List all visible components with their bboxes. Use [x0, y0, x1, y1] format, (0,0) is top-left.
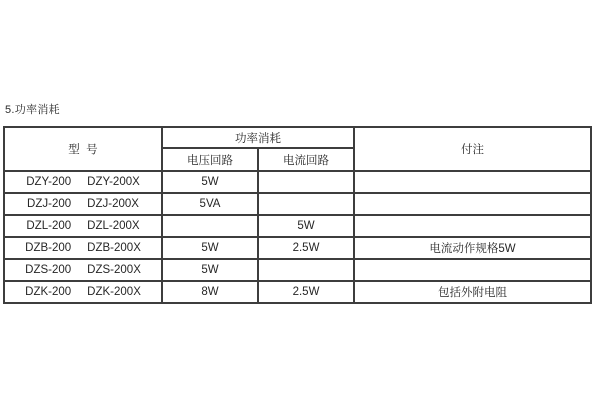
model-name: DZS-200	[25, 264, 72, 276]
current-cell: 2.5W	[258, 237, 354, 259]
note-cell: 电流动作规格5W	[354, 237, 591, 259]
model-name: DZS-200X	[87, 264, 141, 276]
header-note: 付注	[354, 127, 591, 171]
model-cell	[4, 193, 162, 215]
model-name: DZB-200X	[87, 242, 141, 254]
voltage-cell: 5W	[162, 237, 258, 259]
voltage-cell: 8W	[162, 281, 258, 303]
model-pair	[5, 264, 161, 276]
power-consumption-table	[3, 126, 592, 304]
model-name: DZB-200	[25, 242, 72, 254]
model-name: DZY-200X	[87, 176, 140, 188]
current-cell	[258, 259, 354, 281]
model-pair	[5, 198, 161, 210]
model-cell	[4, 281, 162, 303]
voltage-cell: 5W	[162, 171, 258, 193]
model-cell	[4, 237, 162, 259]
table-row	[4, 237, 591, 259]
header-current-circuit: 电流回路	[258, 148, 354, 171]
table-row	[4, 193, 591, 215]
section-heading: 5.功率消耗	[5, 104, 60, 116]
model-pair	[5, 176, 161, 188]
table-row	[4, 171, 591, 193]
note-cell: 包括外附电阻	[354, 281, 591, 303]
model-name: DZK-200X	[87, 286, 141, 298]
model-name: DZL-200X	[87, 220, 140, 232]
note-cell	[354, 259, 591, 281]
model-pair	[5, 220, 161, 232]
table-row	[4, 259, 591, 281]
model-name: DZL-200	[26, 220, 72, 232]
voltage-cell: 5W	[162, 259, 258, 281]
model-pair	[5, 286, 161, 298]
note-cell	[354, 193, 591, 215]
current-cell	[258, 171, 354, 193]
model-cell	[4, 171, 162, 193]
voltage-cell: 5VA	[162, 193, 258, 215]
model-cell	[4, 215, 162, 237]
header-row-1	[4, 127, 591, 148]
model-name: DZJ-200	[27, 198, 72, 210]
note-cell	[354, 215, 591, 237]
current-cell: 5W	[258, 215, 354, 237]
header-model: 型 号	[4, 127, 162, 171]
model-cell	[4, 259, 162, 281]
current-cell	[258, 193, 354, 215]
header-voltage-circuit: 电压回路	[162, 148, 258, 171]
header-power-group: 功率消耗	[162, 127, 354, 148]
table-row	[4, 281, 591, 303]
model-pair	[5, 242, 161, 254]
voltage-cell	[162, 215, 258, 237]
model-name: DZJ-200X	[87, 198, 139, 210]
model-name: DZY-200	[26, 176, 72, 188]
note-cell	[354, 171, 591, 193]
current-cell: 2.5W	[258, 281, 354, 303]
model-name: DZK-200	[25, 286, 72, 298]
table-row	[4, 215, 591, 237]
